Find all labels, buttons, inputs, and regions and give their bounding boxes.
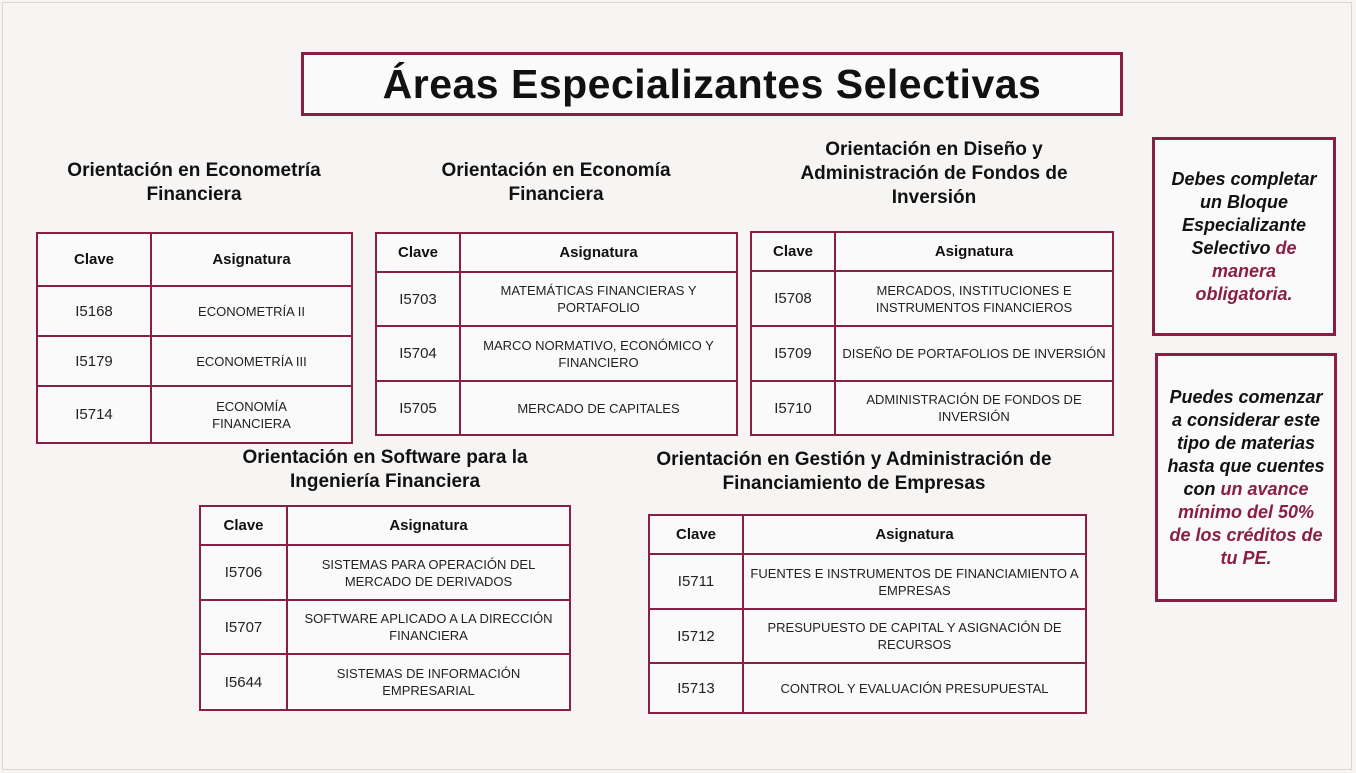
header-asignatura: Asignatura [743,515,1086,554]
asignatura-cell: SISTEMAS PARA OPERACIÓN DEL MERCADO DE DERIVADOS [287,545,570,600]
title-box [301,52,1123,116]
clave-cell: I5708 [751,271,835,326]
header-clave: Clave [649,515,743,554]
clave-cell: I5704 [376,326,460,381]
note2-highlight: un avance mínimo del 50% de los créditos de tu PE. [1169,478,1323,568]
asignatura-cell: SOFTWARE APLICADO A LA DIRECCIÓN FINANCIERA [287,600,570,654]
table-row [200,654,570,710]
table-row [37,386,352,443]
note-obligatorio [1152,137,1336,336]
header-clave: Clave [751,232,835,271]
table-row [376,326,737,381]
asignatura-cell: DISEÑO DE PORTAFOLIOS DE INVERSIÓN [835,326,1113,381]
clave-cell: I5706 [200,545,287,600]
table-row [649,663,1086,713]
header-asignatura: Asignatura [287,506,570,545]
asignatura-cell: ECONOMETRÍA III [151,336,352,386]
header-asignatura: Asignatura [460,233,737,272]
section-title-software: Orientación en Software para la Ingeniería Financiera [242,447,528,492]
header-clave: Clave [376,233,460,272]
clave-cell: I5710 [751,381,835,435]
section-title-economia: Orientación en Economía Financiera [441,160,671,205]
asignatura-cell: ADMINISTRACIÓN DE FONDOS DE INVERSIÓN [835,381,1113,435]
table-row [751,381,1113,435]
table-row [649,554,1086,609]
header-clave: Clave [200,506,287,545]
header-asignatura: Asignatura [151,233,352,286]
clave-cell: I5644 [200,654,287,710]
asignatura-cell: PRESUPUESTO DE CAPITAL Y ASIGNACIÓN DE RECURSOS [743,609,1086,663]
page-title: Áreas Especializantes Selectivas [382,60,1042,107]
header-asignatura: Asignatura [835,232,1113,271]
table-software [199,505,571,711]
table-fondos [750,231,1114,436]
asignatura-cell: ECONOMETRÍA II [151,286,352,336]
clave-cell: I5709 [751,326,835,381]
table-row [649,609,1086,663]
table-row [200,545,570,600]
asignatura-cell: FUENTES E INSTRUMENTOS DE FINANCIAMIENTO A EMPRESAS [743,554,1086,609]
clave-cell: I5711 [649,554,743,609]
asignatura-cell: MARCO NORMATIVO, ECONÓMICO Y FINANCIERO [460,326,737,381]
table-row [751,271,1113,326]
clave-cell: I5713 [649,663,743,713]
table-row [376,272,737,326]
section-title-econometria: Orientación en Econometría Financiera [67,160,321,205]
table-row [376,381,737,435]
asignatura-cell: MERCADOS, INSTITUCIONES E INSTRUMENTOS FINANCIEROS [835,271,1113,326]
clave-cell: I5714 [37,386,151,443]
asignatura-cell: MATEMÁTICAS FINANCIERAS Y PORTAFOLIO [460,272,737,326]
table-financiamiento [648,514,1087,714]
table-row [37,336,352,386]
clave-cell: I5707 [200,600,287,654]
clave-cell: I5179 [37,336,151,386]
asignatura-cell: MERCADO DE CAPITALES [460,381,737,435]
table-row [751,326,1113,381]
section-title-fondos: Orientación en Diseño y Administración de Fondos de Inversión [800,139,1068,208]
note1-highlight: de manera obligatoria. [1195,237,1297,304]
table-row [200,600,570,654]
clave-cell: I5705 [376,381,460,435]
asignatura-cell: SISTEMAS DE INFORMACIÓN EMPRESARIAL [287,654,570,710]
note-avance [1155,353,1337,602]
table-economia [375,232,738,436]
table-row [37,286,352,336]
asignatura-cell: ECONOMÍA FINANCIERA [151,386,352,443]
section-title-financiamiento: Orientación en Gestión y Administración de Financiamiento de Empresas [656,449,1052,494]
clave-cell: I5703 [376,272,460,326]
note1-text: Debes completar un Bloque Especializante Selectivo [1171,168,1317,258]
clave-cell: I5712 [649,609,743,663]
note2-text: Puedes comenzar a considerar este tipo de materias hasta que cuentes con [1167,386,1325,499]
header-clave: Clave [37,233,151,286]
asignatura-cell: CONTROL Y EVALUACIÓN PRESUPUESTAL [743,663,1086,713]
clave-cell: I5168 [37,286,151,336]
table-econometria [36,232,353,444]
